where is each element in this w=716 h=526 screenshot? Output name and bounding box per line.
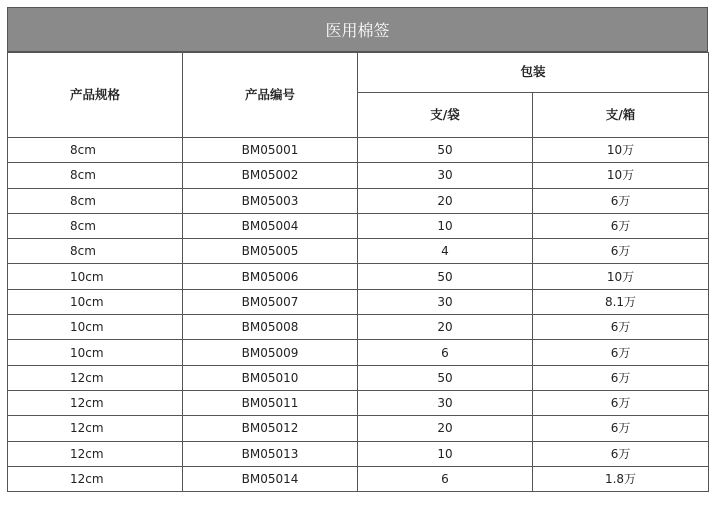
cell-code: BM05003 — [183, 188, 358, 213]
header-package: 包装 — [358, 53, 709, 93]
cell-per-bag: 30 — [358, 289, 533, 314]
table-row — [8, 441, 709, 466]
cell-per-bag: 10 — [358, 441, 533, 466]
table-row — [8, 365, 709, 390]
cell-code: BM05008 — [183, 315, 358, 340]
table-row — [8, 466, 709, 491]
spec-sheet — [7, 7, 708, 492]
cell-per-box: 6万 — [533, 390, 709, 415]
cell-code: BM05010 — [183, 365, 358, 390]
cell-size: 12cm — [8, 416, 183, 441]
cell-per-box: 6万 — [533, 365, 709, 390]
table-row — [8, 340, 709, 365]
cell-size: 8cm — [8, 188, 183, 213]
spec-table — [7, 52, 709, 492]
table-title: 医用棉签 — [7, 7, 708, 52]
cell-per-bag: 30 — [358, 163, 533, 188]
header-per-box: 支/箱 — [533, 93, 709, 138]
cell-per-box: 6万 — [533, 416, 709, 441]
cell-per-box: 8.1万 — [533, 289, 709, 314]
cell-size: 8cm — [8, 239, 183, 264]
cell-per-bag: 20 — [358, 416, 533, 441]
cell-size: 10cm — [8, 315, 183, 340]
header-size: 产品规格 — [8, 53, 183, 138]
table-row — [8, 416, 709, 441]
cell-per-bag: 20 — [358, 315, 533, 340]
cell-per-box: 6万 — [533, 239, 709, 264]
table-body — [8, 138, 709, 492]
cell-per-box: 10万 — [533, 138, 709, 163]
table-row — [8, 188, 709, 213]
cell-code: BM05011 — [183, 390, 358, 415]
cell-per-bag: 30 — [358, 390, 533, 415]
cell-per-box: 10万 — [533, 264, 709, 289]
cell-code: BM05009 — [183, 340, 358, 365]
cell-code: BM05002 — [183, 163, 358, 188]
cell-per-box: 1.8万 — [533, 466, 709, 491]
table-row — [8, 289, 709, 314]
cell-per-bag: 50 — [358, 138, 533, 163]
cell-size: 12cm — [8, 441, 183, 466]
cell-code: BM05013 — [183, 441, 358, 466]
header-code: 产品编号 — [183, 53, 358, 138]
cell-size: 10cm — [8, 264, 183, 289]
cell-per-bag: 50 — [358, 365, 533, 390]
table-row — [8, 264, 709, 289]
table-header — [8, 53, 709, 138]
cell-per-bag: 4 — [358, 239, 533, 264]
cell-per-box: 6万 — [533, 340, 709, 365]
table-row — [8, 390, 709, 415]
table-row — [8, 163, 709, 188]
table-row — [8, 138, 709, 163]
cell-per-bag: 6 — [358, 340, 533, 365]
cell-per-box: 6万 — [533, 441, 709, 466]
cell-code: BM05007 — [183, 289, 358, 314]
cell-size: 10cm — [8, 289, 183, 314]
cell-size: 8cm — [8, 138, 183, 163]
header-per-bag: 支/袋 — [358, 93, 533, 138]
cell-per-box: 6万 — [533, 315, 709, 340]
cell-per-bag: 50 — [358, 264, 533, 289]
table-row — [8, 239, 709, 264]
cell-per-bag: 6 — [358, 466, 533, 491]
cell-per-bag: 10 — [358, 213, 533, 238]
cell-size: 12cm — [8, 390, 183, 415]
cell-code: BM05004 — [183, 213, 358, 238]
table-row — [8, 315, 709, 340]
cell-code: BM05006 — [183, 264, 358, 289]
cell-size: 12cm — [8, 466, 183, 491]
cell-per-box: 6万 — [533, 213, 709, 238]
cell-per-box: 6万 — [533, 188, 709, 213]
cell-size: 10cm — [8, 340, 183, 365]
cell-size: 8cm — [8, 163, 183, 188]
cell-code: BM05001 — [183, 138, 358, 163]
table-row — [8, 213, 709, 238]
cell-per-bag: 20 — [358, 188, 533, 213]
cell-code: BM05005 — [183, 239, 358, 264]
cell-code: BM05014 — [183, 466, 358, 491]
cell-per-box: 10万 — [533, 163, 709, 188]
cell-size: 8cm — [8, 213, 183, 238]
cell-code: BM05012 — [183, 416, 358, 441]
cell-size: 12cm — [8, 365, 183, 390]
